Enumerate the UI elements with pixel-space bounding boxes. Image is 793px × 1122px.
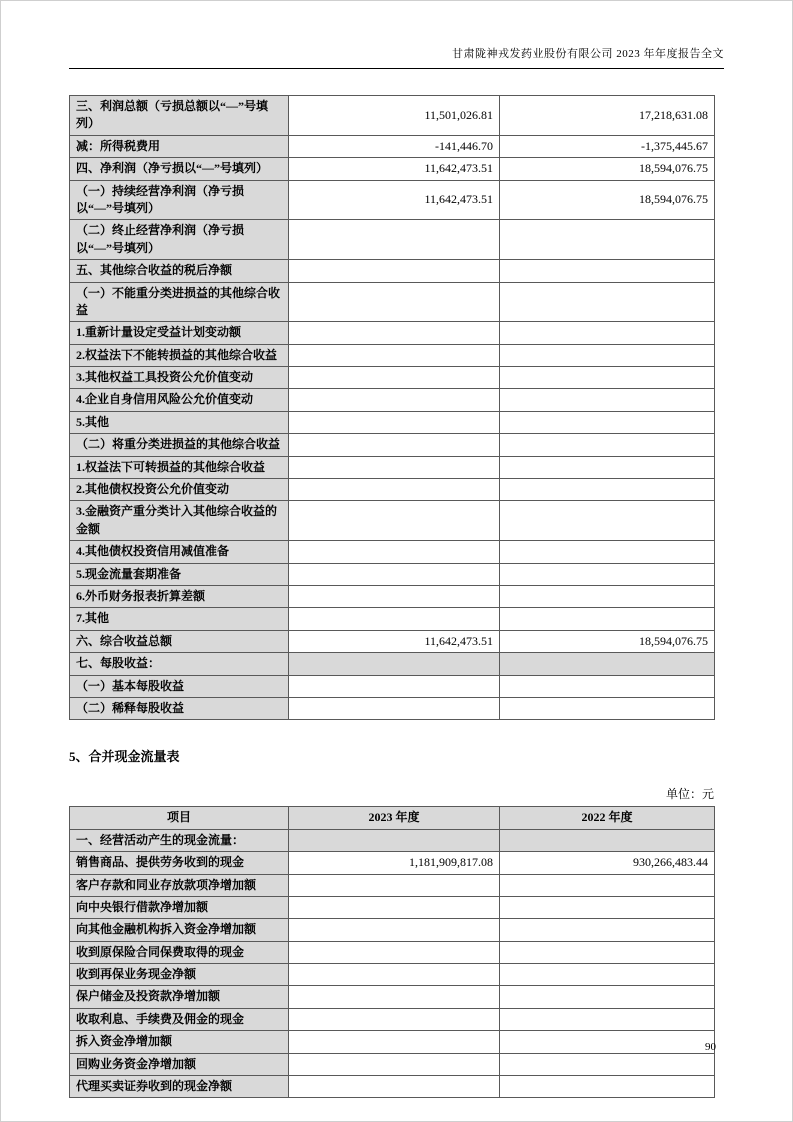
table-row [70, 1031, 715, 1053]
value-2022-cell [500, 697, 715, 719]
table-row [70, 1076, 715, 1098]
value-2022-cell [500, 1031, 715, 1053]
item-label-cell: 2.其他债权投资公允价值变动 [70, 479, 289, 501]
header-row [70, 807, 715, 829]
value-2022-cell: 18,594,076.75 [500, 630, 715, 652]
value-2022-cell [500, 896, 715, 918]
item-label-cell: 4.其他债权投资信用减值准备 [70, 541, 289, 563]
value-2022-cell [500, 964, 715, 986]
item-label-cell: （二）稀释每股收益 [70, 697, 289, 719]
table-row [70, 852, 715, 874]
value-2022-cell [500, 608, 715, 630]
value-2023-cell [289, 874, 500, 896]
table-row [70, 829, 715, 851]
item-label-cell: 一、经营活动产生的现金流量： [70, 829, 289, 851]
value-2023-cell [289, 344, 500, 366]
value-2023-cell [289, 322, 500, 344]
value-2023-cell [289, 697, 500, 719]
table-row [70, 896, 715, 918]
item-label-cell: 销售商品、提供劳务收到的现金 [70, 852, 289, 874]
table-row [70, 630, 715, 652]
value-2022-cell [500, 563, 715, 585]
value-2023-cell [289, 919, 500, 941]
item-label-cell: 7.其他 [70, 608, 289, 630]
item-label-cell: 4.企业自身信用风险公允价值变动 [70, 389, 289, 411]
table-row [70, 608, 715, 630]
item-label-cell: 1.重新计量设定受益计划变动额 [70, 322, 289, 344]
table-row [70, 479, 715, 501]
page-content [1, 1, 792, 1098]
value-2023-cell: 11,642,473.51 [289, 158, 500, 180]
table-row [70, 675, 715, 697]
value-2023-cell: 11,642,473.51 [289, 180, 500, 220]
value-2023-cell [289, 501, 500, 541]
item-label-cell: 2.权益法下不能转损益的其他综合收益 [70, 344, 289, 366]
item-label-cell: 3.金融资产重分类计入其他综合收益的金额 [70, 501, 289, 541]
value-2023-cell [289, 411, 500, 433]
value-2022-cell [500, 941, 715, 963]
table-row [70, 585, 715, 607]
value-2023-cell [289, 1076, 500, 1098]
value-2022-cell [500, 367, 715, 389]
value-2022-cell [500, 585, 715, 607]
value-2023-cell [289, 941, 500, 963]
table-row [70, 389, 715, 411]
value-2022-cell [500, 541, 715, 563]
value-2023-cell [289, 389, 500, 411]
table-row [70, 1053, 715, 1075]
column-header: 2023 年度 [289, 807, 500, 829]
value-2023-cell [289, 1008, 500, 1030]
cash-flow-table [69, 806, 715, 1098]
table-row [70, 1008, 715, 1030]
value-2023-cell: 11,642,473.51 [289, 630, 500, 652]
value-2023-cell: -141,446.70 [289, 135, 500, 157]
value-2023-cell [289, 986, 500, 1008]
value-2023-cell [289, 829, 500, 851]
table-row [70, 282, 715, 322]
value-2023-cell [289, 896, 500, 918]
item-label-cell: 1.权益法下可转损益的其他综合收益 [70, 456, 289, 478]
item-label-cell: （一）基本每股收益 [70, 675, 289, 697]
item-label-cell: 保户储金及投资款净增加额 [70, 986, 289, 1008]
value-2022-cell [500, 220, 715, 260]
value-2022-cell: 18,594,076.75 [500, 180, 715, 220]
item-label-cell: 减：所得税费用 [70, 135, 289, 157]
value-2023-cell [289, 1053, 500, 1075]
table-row [70, 541, 715, 563]
table-row [70, 653, 715, 675]
table-row [70, 986, 715, 1008]
item-label-cell: 收到再保业务现金净额 [70, 964, 289, 986]
table-row [70, 941, 715, 963]
income-statement-body [70, 96, 715, 720]
item-label-cell: 客户存款和同业存放款项净增加额 [70, 874, 289, 896]
column-header: 2022 年度 [500, 807, 715, 829]
section-title: 5、合并现金流量表 [69, 749, 180, 765]
value-2022-cell [500, 1076, 715, 1098]
item-label-cell: 拆入资金净增加额 [70, 1031, 289, 1053]
table-row [70, 367, 715, 389]
value-2022-cell [500, 1008, 715, 1030]
table-row [70, 697, 715, 719]
item-label-cell: 5.其他 [70, 411, 289, 433]
item-label-cell: 收到原保险合同保费取得的现金 [70, 941, 289, 963]
value-2023-cell [289, 367, 500, 389]
unit-label: 单位：元 [665, 787, 714, 802]
item-label-cell: （一）不能重分类进损益的其他综合收益 [70, 282, 289, 322]
value-2022-cell [500, 874, 715, 896]
table-row [70, 411, 715, 433]
value-2022-cell [500, 434, 715, 456]
value-2023-cell [289, 608, 500, 630]
value-2022-cell: 17,218,631.08 [500, 96, 715, 136]
item-label-cell: 向其他金融机构拆入资金净增加额 [70, 919, 289, 941]
value-2023-cell [289, 1031, 500, 1053]
table-row [70, 434, 715, 456]
item-label-cell: 回购业务资金净增加额 [70, 1053, 289, 1075]
cash-flow-table-head [70, 807, 715, 829]
column-header: 项目 [70, 807, 289, 829]
value-2023-cell [289, 220, 500, 260]
table-row [70, 96, 715, 136]
value-2022-cell [500, 260, 715, 282]
value-2023-cell [289, 585, 500, 607]
value-2023-cell [289, 434, 500, 456]
value-2023-cell [289, 675, 500, 697]
value-2022-cell [500, 282, 715, 322]
item-label-cell: 5.现金流量套期准备 [70, 563, 289, 585]
table-row [70, 563, 715, 585]
value-2022-cell [500, 1053, 715, 1075]
value-2023-cell: 1,181,909,817.08 [289, 852, 500, 874]
table-row [70, 919, 715, 941]
item-label-cell: 七、每股收益： [70, 653, 289, 675]
item-label-cell: 收取利息、手续费及佣金的现金 [70, 1008, 289, 1030]
page-number: 90 [705, 1041, 716, 1053]
value-2022-cell [500, 501, 715, 541]
table-row [70, 964, 715, 986]
table-row [70, 874, 715, 896]
table-row [70, 260, 715, 282]
value-2022-cell [500, 344, 715, 366]
item-label-cell: （二）终止经营净利润（净亏损以“—”号填列） [70, 220, 289, 260]
item-label-cell: 三、利润总额（亏损总额以“—”号填列） [70, 96, 289, 136]
value-2022-cell [500, 389, 715, 411]
value-2022-cell [500, 411, 715, 433]
value-2022-cell [500, 829, 715, 851]
value-2022-cell: -1,375,445.67 [500, 135, 715, 157]
value-2023-cell [289, 653, 500, 675]
value-2023-cell [289, 282, 500, 322]
table-row [70, 322, 715, 344]
document-header [69, 45, 724, 69]
table-row [70, 456, 715, 478]
value-2023-cell [289, 260, 500, 282]
item-label-cell: （二）将重分类进损益的其他综合收益 [70, 434, 289, 456]
value-2022-cell [500, 919, 715, 941]
value-2022-cell [500, 986, 715, 1008]
table-row [70, 158, 715, 180]
item-label-cell: 五、其他综合收益的税后净额 [70, 260, 289, 282]
table-row [70, 220, 715, 260]
value-2022-cell: 18,594,076.75 [500, 158, 715, 180]
value-2022-cell [500, 456, 715, 478]
value-2022-cell: 930,266,483.44 [500, 852, 715, 874]
value-2022-cell [500, 322, 715, 344]
value-2022-cell [500, 479, 715, 501]
item-label-cell: （一）持续经营净利润（净亏损以“—”号填列） [70, 180, 289, 220]
value-2023-cell [289, 964, 500, 986]
value-2023-cell: 11,501,026.81 [289, 96, 500, 136]
value-2023-cell [289, 456, 500, 478]
table-row [70, 180, 715, 220]
item-label-cell: 6.外币财务报表折算差额 [70, 585, 289, 607]
item-label-cell: 3.其他权益工具投资公允价值变动 [70, 367, 289, 389]
value-2022-cell [500, 653, 715, 675]
value-2023-cell [289, 479, 500, 501]
item-label-cell: 代理买卖证券收到的现金净额 [70, 1076, 289, 1098]
value-2022-cell [500, 675, 715, 697]
item-label-cell: 六、综合收益总额 [70, 630, 289, 652]
cash-flow-table-body [70, 829, 715, 1098]
item-label-cell: 四、净利润（净亏损以“—”号填列） [70, 158, 289, 180]
table-row [70, 344, 715, 366]
table-row [70, 135, 715, 157]
document-header-title: 甘肃陇神戎发药业股份有限公司 2023 年年度报告全文 [452, 48, 724, 60]
table-row [70, 501, 715, 541]
value-2023-cell [289, 541, 500, 563]
value-2023-cell [289, 563, 500, 585]
item-label-cell: 向中央银行借款净增加额 [70, 896, 289, 918]
income-statement-table [69, 95, 715, 720]
